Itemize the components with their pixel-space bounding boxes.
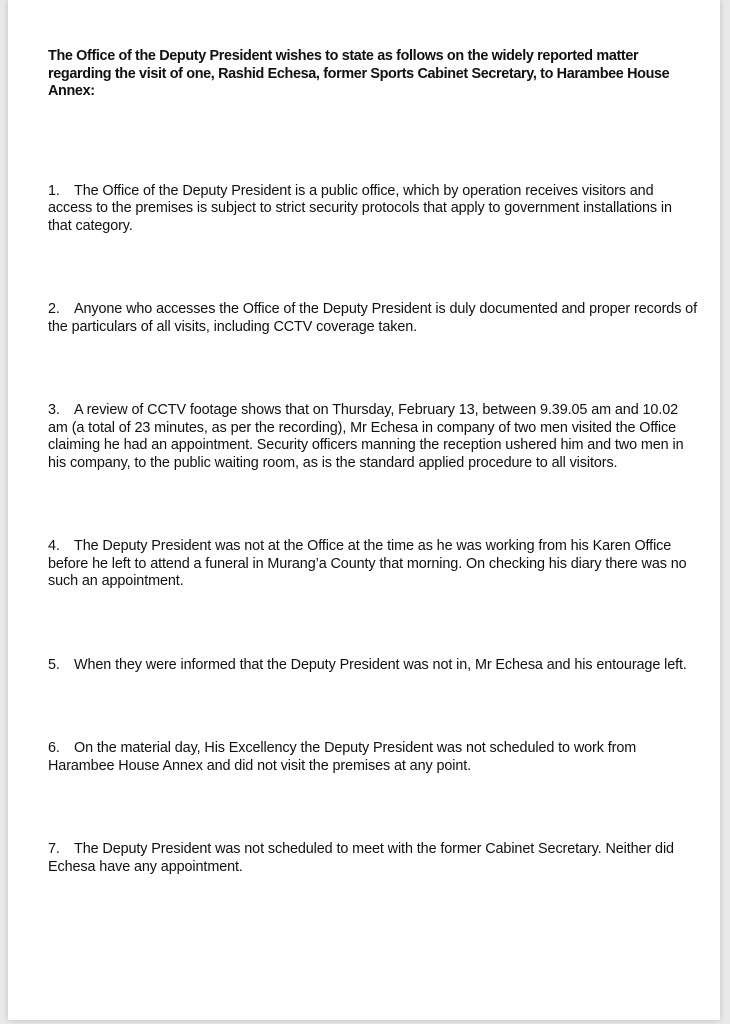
paragraph-3 [48,402,698,472]
paragraph-7 [48,841,698,876]
paragraph-1 [48,183,698,236]
paragraph-4 [48,538,698,591]
paragraph-5 [48,657,698,675]
paragraph-text: When they were informed that the Deputy President was not in, Mr Echesa and his entourage left. [74,656,687,673]
paragraph-text: The Deputy President was not at the Office at the time as he was working from his Karen Office before he left to attend a funeral in Murang’a County that morning. On checking his diary there was no such an appointment. [48,538,687,589]
paragraph-text: The Office of the Deputy President is a public office, which by operation receives visitors and access to the premises is subject to strict security protocols that apply to government installations in that category. [48,182,672,234]
paragraph-number: 1. [48,182,60,199]
paragraph-text: The Deputy President was not scheduled to meet with the former Cabinet Secretary. Neither did Echesa have any appointment. [48,841,674,875]
paragraph-text: On the material day, His Excellency the Deputy President was not scheduled to work from Harambee House Annex and did not visit the premises at any point. [48,740,637,774]
statement-body [48,48,698,876]
document-page [8,0,720,1020]
paragraph-number: 4. [48,538,60,554]
paragraph-number: 7. [48,841,60,857]
paragraph-number: 6. [48,740,60,756]
statement-heading: The Office of the Deputy President wishes to state as follows on the widely reported matter regarding the visit of one, Rashid Echesa, former Sports Cabinet Secretary, to Harambee House Annex: [48,48,670,99]
paragraph-text: Anyone who accesses the Office of the Deputy President is duly documented and proper records of the particulars of all visits, including CCTV coverage taken. [48,301,697,335]
paragraph-number: 2. [48,301,60,317]
paragraph-number: 5. [48,656,60,673]
paragraph-6 [48,740,698,775]
paragraph-number: 3. [48,402,60,418]
paragraph-2 [48,301,698,336]
paragraph-text: A review of CCTV footage shows that on Thursday, February 13, between 9.39.05 am and 10.02 am (a total of 23 minutes, as per the recording), Mr Echesa in company of two men visited the Office claiming he had an appointment. Security officers manning the reception ushered him and two men in his company, to the public waiting room, as is the standard applied procedure to all visitors. [48,402,684,471]
